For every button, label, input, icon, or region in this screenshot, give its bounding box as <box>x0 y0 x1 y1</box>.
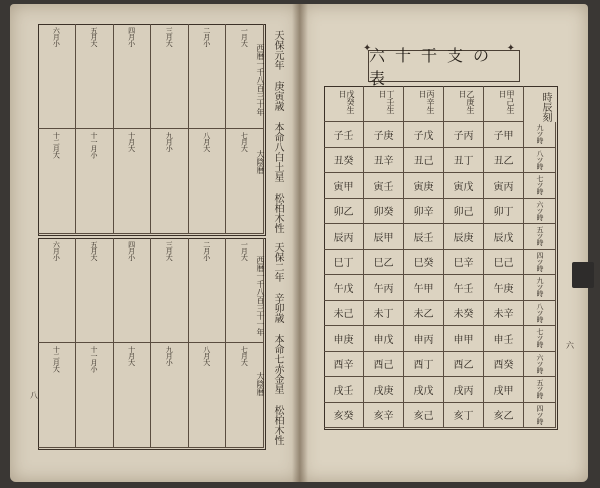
table-cell: 子甲 <box>484 122 524 148</box>
table-cell: 戌戊 <box>404 377 444 403</box>
table-cell: 申丙 <box>404 326 444 352</box>
month-label: 五月大 <box>90 241 98 261</box>
table-cell: 辰庚 <box>444 224 484 250</box>
time-cell <box>524 301 556 327</box>
month-label: 三月大 <box>165 241 174 261</box>
table-cell: 亥癸 <box>324 403 364 429</box>
month-column <box>114 238 152 343</box>
month-column <box>114 343 152 448</box>
month-column <box>189 343 227 448</box>
table-cell: 寅庚 <box>404 173 444 199</box>
table-cell: 申壬 <box>484 326 524 352</box>
right-page-number: 六 <box>566 341 574 350</box>
time-cell <box>524 250 556 276</box>
month-label: 十月大 <box>127 132 136 152</box>
month-column <box>38 24 76 129</box>
table-cell: 酉辛 <box>324 352 364 378</box>
table-cell: 丑己 <box>404 148 444 174</box>
month-column <box>151 343 189 448</box>
time-cell <box>524 173 556 199</box>
table-cell: 午丙 <box>364 275 404 301</box>
table-cell: 寅戊 <box>444 173 484 199</box>
time-cell <box>524 275 556 301</box>
time-column-header: 時辰刻 <box>540 92 551 122</box>
table-cell: 子戊 <box>404 122 444 148</box>
time-cell <box>524 352 556 378</box>
book-gutter <box>292 4 308 482</box>
column-header-text: 乙庚生日 <box>458 90 475 114</box>
table-cell: 酉乙 <box>444 352 484 378</box>
time-text: 五ツ時 <box>536 226 544 246</box>
month-column <box>114 129 152 234</box>
time-text: 七ツ時 <box>536 175 544 195</box>
table-cell: 寅丙 <box>484 173 524 199</box>
year1-title: 天保元年 庚寅歳 本命八白土星 松柏木性 <box>272 30 283 233</box>
table-cell: 戌丙 <box>444 377 484 403</box>
month-label: 十月大 <box>127 346 136 366</box>
table-cell: 卯辛 <box>404 199 444 225</box>
table-cell: 卯癸 <box>364 199 404 225</box>
table-cell: 酉己 <box>364 352 404 378</box>
month-column <box>38 343 76 448</box>
year1-western: 西暦一千八百三十年 <box>256 44 265 116</box>
table-cell: 申甲 <box>444 326 484 352</box>
table-cell: 亥乙 <box>484 403 524 429</box>
month-column <box>76 238 114 343</box>
month-label: 八月大 <box>202 346 211 366</box>
month-label: 十二月大 <box>52 346 61 372</box>
table-cell: 子壬 <box>324 122 364 148</box>
table-cell: 未辛 <box>484 301 524 327</box>
table-cell: 未己 <box>324 301 364 327</box>
time-cell <box>524 199 556 225</box>
table-cell: 巳辛 <box>444 250 484 276</box>
month-column <box>76 343 114 448</box>
table-cell: 辰壬 <box>404 224 444 250</box>
month-label: 七月大 <box>240 132 249 152</box>
table-title: ✦ 六十干支の表 ✦ <box>368 50 520 82</box>
month-label: 九月小 <box>165 346 174 366</box>
table-cell: 辰甲 <box>364 224 404 250</box>
table-cell: 午壬 <box>444 275 484 301</box>
time-text: 九ツ時 <box>536 277 544 297</box>
table-cell: 卯乙 <box>324 199 364 225</box>
month-column <box>151 238 189 343</box>
month-label: 六月小 <box>52 241 61 261</box>
table-cell: 巳己 <box>484 250 524 276</box>
time-text: 八ツ時 <box>536 149 544 169</box>
month-column <box>114 24 152 129</box>
column-header-text: 丙辛生日 <box>418 90 435 114</box>
table-cell: 辰丙 <box>324 224 364 250</box>
column-header-text: 甲己生日 <box>498 90 515 114</box>
column-header <box>444 86 484 122</box>
year2-lunar-label: 大陰暦 <box>256 372 265 396</box>
month-column <box>151 24 189 129</box>
column-header-text: 丁壬生日 <box>378 90 395 114</box>
table-cell: 亥辛 <box>364 403 404 429</box>
table-cell: 卯丁 <box>484 199 524 225</box>
table-cell: 丑乙 <box>484 148 524 174</box>
month-label: 四月小 <box>127 27 136 47</box>
month-column <box>189 129 227 234</box>
table-cell: 丑辛 <box>364 148 404 174</box>
year2-title: 天保二年 辛卯歳 本命七赤金星 松柏木性 <box>272 242 283 445</box>
left-page-number: 八 <box>30 391 38 400</box>
table-cell: 酉癸 <box>484 352 524 378</box>
month-label: 八月大 <box>202 132 211 152</box>
time-text: 七ツ時 <box>536 328 544 348</box>
month-column <box>38 129 76 234</box>
page-tab <box>572 262 594 288</box>
table-cell: 丑癸 <box>324 148 364 174</box>
time-text: 五ツ時 <box>536 379 544 399</box>
column-header <box>484 86 524 122</box>
month-label: 五月大 <box>90 27 98 47</box>
month-column <box>38 238 76 343</box>
time-cell <box>524 148 556 174</box>
year1-lunar-label: 大陰暦 <box>256 150 265 174</box>
month-column <box>226 129 264 234</box>
table-cell: 寅壬 <box>364 173 404 199</box>
time-cell <box>524 326 556 352</box>
table-cell: 戌壬 <box>324 377 364 403</box>
column-header-text: 戊癸生日 <box>338 90 355 114</box>
month-label: 六月小 <box>52 27 61 47</box>
time-text: 九ツ時 <box>536 124 544 144</box>
month-label: 十一月小 <box>90 132 98 158</box>
month-label: 十一月小 <box>90 346 98 372</box>
month-column <box>189 24 227 129</box>
month-label: 一月大 <box>240 241 249 261</box>
table-cell: 丑丁 <box>444 148 484 174</box>
table-cell: 未癸 <box>444 301 484 327</box>
month-label: 一月大 <box>240 27 249 47</box>
table-cell: 戌庚 <box>364 377 404 403</box>
time-text: 四ツ時 <box>536 251 544 271</box>
month-label: 三月大 <box>165 27 174 47</box>
column-header <box>404 86 444 122</box>
month-label: 七月大 <box>240 346 249 366</box>
table-cell: 未乙 <box>404 301 444 327</box>
month-column <box>151 129 189 234</box>
month-label: 二月小 <box>202 241 211 261</box>
table-cell: 巳乙 <box>364 250 404 276</box>
time-cell <box>524 403 556 429</box>
table-cell: 寅甲 <box>324 173 364 199</box>
year2-western: 西暦一千八百三十一年 <box>256 256 265 336</box>
time-text: 八ツ時 <box>536 302 544 322</box>
table-cell: 亥丁 <box>444 403 484 429</box>
table-cell: 巳丁 <box>324 250 364 276</box>
table-cell: 午戊 <box>324 275 364 301</box>
table-cell: 亥己 <box>404 403 444 429</box>
column-header <box>364 86 404 122</box>
month-label: 九月小 <box>165 132 174 152</box>
time-cell <box>524 377 556 403</box>
table-cell: 辰戊 <box>484 224 524 250</box>
time-cell <box>524 122 556 148</box>
month-column <box>76 129 114 234</box>
time-text: 六ツ時 <box>536 200 544 220</box>
month-label: 十二月大 <box>52 132 61 158</box>
time-text: 六ツ時 <box>536 353 544 373</box>
table-cell: 巳癸 <box>404 250 444 276</box>
table-cell: 申庚 <box>324 326 364 352</box>
table-cell: 未丁 <box>364 301 404 327</box>
table-cell: 子丙 <box>444 122 484 148</box>
month-label: 二月小 <box>202 27 211 47</box>
month-column <box>76 24 114 129</box>
table-cell: 申戊 <box>364 326 404 352</box>
time-text: 四ツ時 <box>536 404 544 424</box>
table-cell: 子庚 <box>364 122 404 148</box>
table-cell: 酉丁 <box>404 352 444 378</box>
month-label: 四月小 <box>127 241 136 261</box>
table-cell: 卯己 <box>444 199 484 225</box>
column-header <box>324 86 364 122</box>
time-cell <box>524 224 556 250</box>
table-cell: 午甲 <box>404 275 444 301</box>
table-cell: 午庚 <box>484 275 524 301</box>
table-cell: 戌甲 <box>484 377 524 403</box>
month-column <box>189 238 227 343</box>
